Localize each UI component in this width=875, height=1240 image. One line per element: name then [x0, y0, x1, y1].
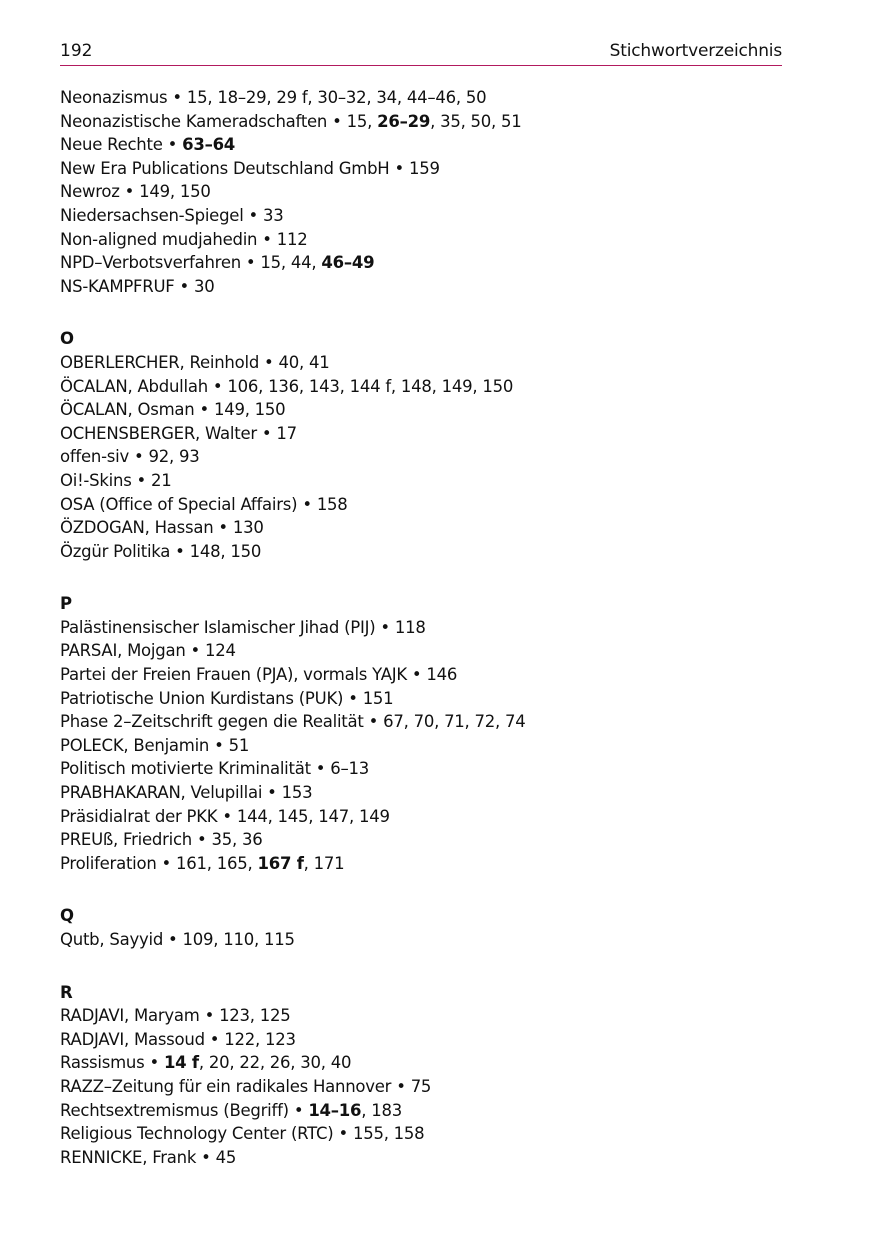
page-ref: 130: [232, 518, 264, 538]
entry-term: RAZZ–Zeitung für ein radikales Hannover: [60, 1076, 392, 1096]
entry-pages: [263, 206, 284, 225]
page-ref: 109, 110, 115: [182, 930, 295, 949]
entry-pages: [164, 1053, 351, 1072]
entry-term: Patriotische Union Kurdistans (PUK): [60, 688, 344, 708]
index-entry: [60, 828, 782, 852]
page-ref: 35, 36: [211, 830, 263, 850]
index-section: [60, 86, 782, 298]
index-entry: [60, 422, 782, 446]
bullet-separator: •: [217, 806, 237, 826]
entry-pages: [176, 854, 344, 873]
bullet-separator: •: [288, 1100, 309, 1120]
bullet-separator: •: [333, 1124, 353, 1144]
entry-term: Palästinensischer Islamischer Jihad (PIJ): [60, 617, 376, 637]
index-section: [60, 327, 782, 563]
index-entry: [60, 493, 782, 517]
page-ref: 144, 145, 147, 149: [236, 806, 390, 826]
entry-term: Politisch motivierte Kriminalität: [60, 759, 311, 779]
index-entry: [60, 398, 782, 422]
entry-pages: [227, 377, 513, 396]
entry-pages: [211, 830, 262, 849]
entry-term: Rassismus: [60, 1053, 145, 1073]
index-entry: [60, 516, 782, 540]
index-entry: [60, 180, 782, 204]
page-ref: 155, 158: [352, 1124, 425, 1144]
bullet-separator: •: [209, 735, 229, 755]
entry-term: ÖCALAN, Abdullah: [60, 376, 208, 396]
bullet-separator: •: [191, 830, 212, 850]
page-ref: 15, 18–29, 29 f, 30–32, 34, 44–46, 50: [186, 88, 487, 107]
index-section: [60, 592, 782, 875]
entry-pages: [214, 400, 285, 419]
bullet-separator: •: [297, 494, 317, 514]
page-ref: 6–13: [330, 759, 370, 779]
bullet-separator: •: [144, 1053, 164, 1073]
page-ref: 75: [410, 1076, 432, 1096]
entry-pages: [409, 159, 440, 178]
page-ref-main: 46–49: [321, 253, 375, 273]
index-entry: [60, 616, 782, 640]
entry-term: Qutb, Sayyid: [60, 930, 164, 949]
index-entry: [60, 1004, 782, 1028]
bullet-separator: •: [156, 853, 177, 873]
entry-pages: [426, 665, 457, 684]
page-ref: 15, 44,: [260, 253, 322, 273]
bullet-separator: •: [196, 1147, 216, 1167]
bullet-separator: •: [259, 352, 279, 372]
index-entry: [60, 157, 782, 181]
page-ref: 17: [276, 423, 297, 443]
page-ref: 45: [215, 1147, 237, 1167]
entry-term: Niedersachsen-Spiegel: [60, 205, 244, 225]
entry-term: Oi!-Skins: [60, 470, 132, 490]
bullet-separator: •: [389, 158, 409, 178]
page-ref: 149, 150: [213, 400, 286, 420]
page-ref: 30: [194, 276, 215, 296]
entry-term: OSA (Office of Special Affairs): [60, 494, 298, 514]
entry-term: Neue Rechte: [60, 135, 163, 155]
index-entry: [60, 805, 782, 829]
entry-pages: [194, 277, 215, 296]
entry-pages: [216, 1148, 237, 1167]
section-gap: [60, 298, 782, 327]
entry-pages: [347, 112, 522, 131]
index-entry: [60, 110, 782, 134]
page-ref: 161, 165,: [176, 853, 258, 873]
entry-term: ÖZDOGAN, Hassan: [60, 518, 214, 538]
entry-term: RADJAVI, Maryam: [60, 1006, 200, 1026]
index-entry: [60, 1122, 782, 1146]
entry-pages: [205, 641, 236, 660]
entry-pages: [182, 135, 235, 154]
section-gap: [60, 875, 782, 904]
entry-pages: [224, 1030, 295, 1049]
page-ref: 51: [228, 735, 250, 755]
entry-term: Özgür Politika: [60, 541, 171, 561]
entry-pages: [187, 88, 486, 107]
entry-pages: [279, 353, 330, 372]
index-entry: [60, 757, 782, 781]
bullet-separator: •: [213, 518, 233, 538]
index-entry: [60, 781, 782, 805]
running-title: Stichwortverzeichnis: [609, 41, 782, 61]
entry-term: OBERLERCHER, Reinhold: [60, 352, 260, 372]
index-entry: [60, 133, 782, 157]
entry-pages: [395, 618, 426, 637]
entry-pages: [353, 1124, 424, 1143]
entry-term: OCHENSBERGER, Walter: [60, 423, 257, 443]
page-ref: 118: [394, 617, 426, 637]
page-ref: 21: [151, 470, 172, 490]
bullet-separator: •: [163, 930, 183, 949]
page-ref: 92, 93: [148, 447, 200, 467]
entry-pages: [317, 495, 348, 514]
entry-pages: [190, 542, 261, 561]
bullet-separator: •: [257, 229, 277, 249]
page-ref: , 35, 50, 51: [430, 111, 522, 131]
index-entry: [60, 375, 782, 399]
index-entry: [60, 663, 782, 687]
page-ref: 106, 136, 143, 144 f, 148, 149, 150: [227, 376, 514, 396]
entry-term: ÖCALAN, Osman: [60, 400, 195, 420]
section-gap: [60, 563, 782, 592]
bullet-separator: •: [343, 688, 363, 708]
bullet-separator: •: [131, 470, 152, 490]
page-ref: 153: [281, 783, 313, 803]
page-ref-main: 167 f: [257, 853, 304, 873]
section-letter: P: [60, 594, 73, 614]
bullet-separator: •: [406, 665, 427, 685]
entry-term: RADJAVI, Massoud: [60, 1029, 205, 1049]
page-ref: , 183: [361, 1100, 402, 1120]
section-gap: [60, 952, 782, 981]
entry-term: Neonazismus: [60, 88, 168, 107]
entry-pages: [233, 518, 264, 537]
page-ref-main: 14–16: [308, 1100, 362, 1120]
entry-term: NPD–Verbotsverfahren: [60, 253, 241, 273]
entry-term: Religious Technology Center (RTC): [60, 1124, 334, 1144]
entry-pages: [229, 736, 250, 755]
bullet-separator: •: [310, 759, 331, 779]
entry-term: offen-siv: [60, 447, 129, 467]
index-entry: [60, 639, 782, 663]
index-entry: [60, 86, 782, 110]
bullet-separator: •: [243, 205, 264, 225]
entry-term: NS-KAMPFRUF: [60, 276, 175, 296]
page-ref: 122, 123: [224, 1029, 296, 1049]
entry-term: PRABHAKARAN, Velupillai: [60, 783, 263, 803]
index-entry: [60, 734, 782, 758]
bullet-separator: •: [185, 641, 206, 661]
page-ref: 148, 150: [189, 541, 262, 561]
index-section: [60, 904, 782, 951]
page-ref-main: 63–64: [182, 135, 236, 155]
entry-pages: [183, 930, 295, 949]
page-ref: 146: [426, 665, 458, 685]
entry-pages: [151, 471, 172, 490]
page-ref: 33: [263, 205, 284, 225]
page-ref: 159: [408, 158, 440, 178]
bullet-separator: •: [174, 276, 195, 296]
bullet-separator: •: [199, 1006, 220, 1026]
page-ref: 149, 150: [139, 182, 211, 202]
page-ref: 123, 125: [219, 1006, 291, 1026]
section-letter: Q: [60, 906, 75, 926]
bullet-separator: •: [240, 253, 261, 273]
index-content: [60, 86, 782, 1169]
bullet-separator: •: [363, 712, 384, 732]
entry-term: Proliferation: [60, 853, 157, 873]
entry-pages: [139, 182, 210, 201]
entry-pages: [277, 230, 308, 249]
entry-pages: [363, 689, 394, 708]
bullet-separator: •: [375, 617, 395, 637]
entry-pages: [276, 424, 297, 443]
index-entry: [60, 710, 782, 734]
bullet-separator: •: [170, 541, 190, 561]
bullet-separator: •: [128, 447, 149, 467]
entry-pages: [411, 1077, 432, 1096]
bullet-separator: •: [204, 1029, 225, 1049]
index-entry: [60, 204, 782, 228]
page-ref-main: 14 f: [163, 1053, 199, 1073]
index-section: [60, 981, 782, 1170]
index-entry: [60, 852, 782, 876]
index-entry: [60, 1146, 782, 1170]
entry-pages: [237, 807, 390, 826]
index-entry: [60, 1099, 782, 1123]
entry-term: PARSAI, Mojgan: [60, 641, 186, 661]
entry-term: PREUß, Friedrich: [60, 830, 192, 850]
index-entry: [60, 1075, 782, 1099]
bullet-separator: •: [262, 783, 282, 803]
bullet-separator: •: [327, 111, 347, 131]
entry-term: Partei der Freien Frauen (PJA), vormals YAJK: [60, 665, 407, 685]
index-entry: [60, 1028, 782, 1052]
entry-term: RENNICKE, Frank: [60, 1147, 197, 1167]
entry-pages: [330, 759, 369, 778]
page-ref: 15,: [346, 111, 378, 131]
bullet-separator: •: [391, 1076, 411, 1096]
bullet-separator: •: [119, 182, 140, 202]
entry-pages: [383, 712, 525, 731]
index-entry: [60, 1051, 782, 1075]
index-entry: [60, 275, 782, 299]
page-ref: 124: [205, 641, 236, 661]
entry-term: Non-aligned mudjahedin: [60, 229, 258, 249]
page-ref: , 171: [303, 853, 345, 873]
entry-term: Newroz: [60, 182, 120, 202]
section-letter: O: [60, 329, 75, 349]
index-entry: [60, 228, 782, 252]
page-ref: 158: [316, 494, 348, 514]
bullet-separator: •: [256, 423, 277, 443]
page-ref-main: 26–29: [377, 111, 431, 131]
index-entry: [60, 540, 782, 564]
page-ref: 40, 41: [278, 352, 330, 372]
entry-term: Phase 2–Zeitschrift gegen die Realität: [60, 712, 364, 732]
index-entry: [60, 351, 782, 375]
page-ref: 151: [362, 688, 394, 708]
index-entry: [60, 469, 782, 493]
page-header: [60, 38, 782, 66]
page-ref: 67, 70, 71, 72, 74: [383, 712, 526, 732]
entry-term: POLECK, Benjamin: [60, 735, 210, 755]
section-letter: R: [60, 982, 73, 1002]
entry-pages: [282, 783, 313, 802]
entry-pages: [219, 1006, 290, 1025]
entry-term: Präsidialrat der PKK: [60, 806, 218, 826]
index-entry: [60, 251, 782, 275]
bullet-separator: •: [167, 88, 187, 107]
entry-pages: [308, 1101, 402, 1120]
entry-pages: [148, 447, 199, 466]
page-number: 192: [60, 41, 93, 61]
entry-term: Neonazistische Kameradschaften: [60, 111, 328, 131]
bullet-separator: •: [194, 400, 214, 420]
page-ref: , 20, 22, 26, 30, 40: [198, 1053, 352, 1073]
page-ref: 112: [276, 229, 308, 249]
index-entry: [60, 687, 782, 711]
bullet-separator: •: [162, 135, 183, 155]
entry-term: Rechtsextremismus (Begriff): [60, 1100, 289, 1120]
index-entry: [60, 928, 782, 952]
entry-term: New Era Publications Deutschland GmbH: [60, 158, 390, 178]
index-page: [60, 38, 782, 1169]
bullet-separator: •: [207, 376, 228, 396]
index-entry: [60, 445, 782, 469]
entry-pages: [260, 253, 374, 272]
